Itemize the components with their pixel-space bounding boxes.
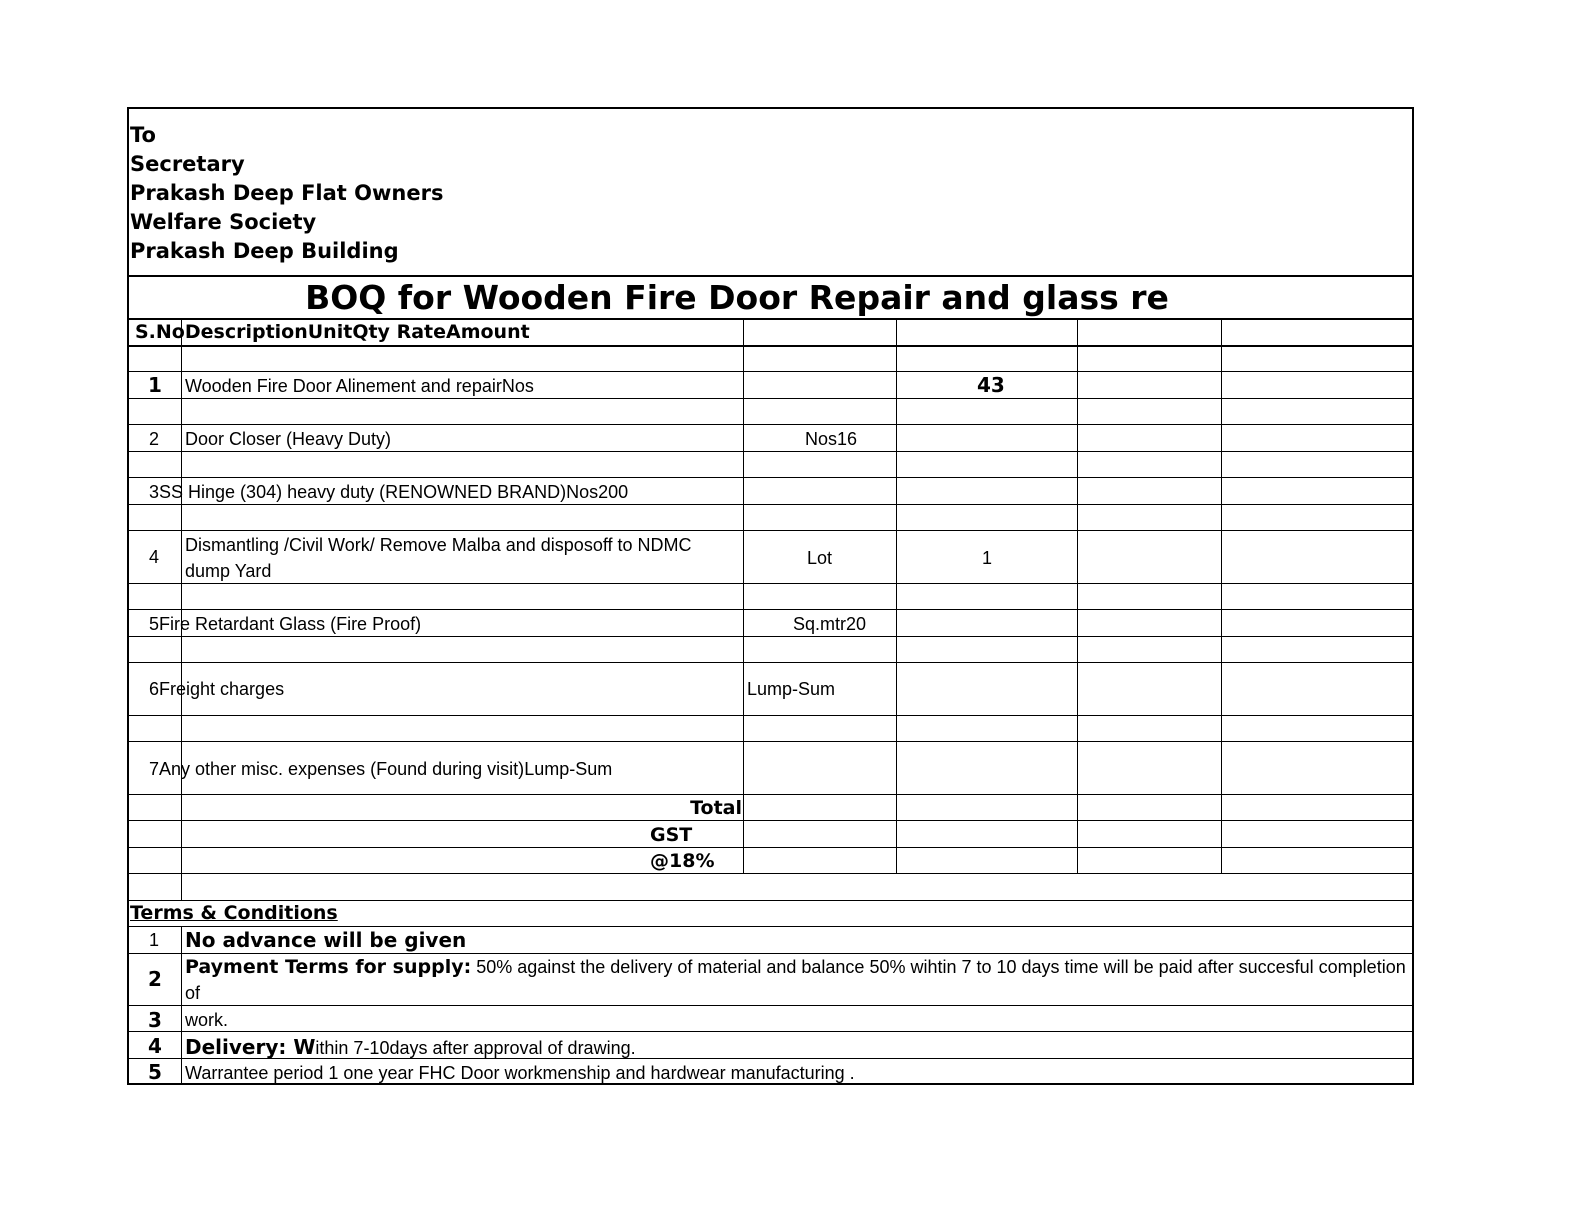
term-2-text-line2: of (185, 983, 201, 1003)
item-5-line (149, 613, 421, 635)
term-1-text: No advance will be given (185, 928, 467, 952)
address-line-building: Prakash Deep Building (130, 239, 399, 263)
item-2-description: Door Closer (Heavy Duty) (185, 429, 392, 449)
header-unit: Unit (307, 321, 353, 343)
gst-rate-label: @18% (650, 850, 715, 872)
item-2-qty: 16 (837, 429, 858, 449)
item-4-unit: Lot (807, 548, 833, 568)
page-title (129, 277, 1205, 319)
table-header (135, 321, 530, 343)
total-label: Total (690, 797, 742, 819)
item-5-unit-qty (793, 613, 866, 635)
term-5-text: Warrantee period 1 one year FHC Door workmenship and hardwear manufacturing . (185, 1063, 855, 1083)
terms-heading: Terms & Conditions (130, 902, 338, 924)
item-3-qty: 200 (598, 482, 629, 502)
grid-column-line (1221, 318, 1222, 874)
term-2-no: 2 (148, 967, 162, 991)
term-4-text (185, 1036, 636, 1060)
item-1-sno: 1 (148, 373, 162, 397)
address-line-secretary: Secretary (130, 152, 245, 176)
term-3-no: 3 (148, 1008, 162, 1032)
grid-line (127, 926, 1414, 927)
header-qty: Qty (352, 321, 390, 343)
term-4-no: 4 (148, 1034, 162, 1058)
header-amount: Amount (445, 321, 530, 343)
item-6-sno: 6 (149, 679, 160, 699)
item-4-qty: 1 (982, 548, 993, 568)
item-5-unit: Sq.mtr (793, 614, 847, 634)
grid-line (127, 1031, 1414, 1032)
item-5-description: Fire Retardant Glass (Fire Proof) (159, 614, 422, 634)
item-4-description-line1: Dismantling /Civil Work/ Remove Malba and disposoff to NDMC (185, 535, 692, 555)
grid-line (127, 953, 1414, 954)
term-4-body: ithin 7-10days after approval of drawing. (315, 1038, 636, 1058)
grid-line (127, 900, 1414, 901)
page-title-text: BOQ for Wooden Fire Door Repair and glass re (305, 278, 1169, 317)
item-3-sno: 3 (149, 482, 160, 502)
item-5-qty: 20 (846, 614, 867, 634)
address-line-society-1: Prakash Deep Flat Owners (130, 181, 444, 205)
header-sno: S.No (135, 321, 185, 343)
item-4-sno: 4 (148, 547, 159, 567)
term-2-text (185, 956, 1406, 979)
item-6-unit: Lump-Sum (747, 679, 836, 699)
item-6-description: Freight charges (159, 679, 285, 699)
grid-column-line (1077, 318, 1078, 874)
item-6-line (149, 678, 284, 700)
item-3-line (149, 481, 628, 503)
grid-column-line (181, 318, 182, 901)
grid-column-line (181, 926, 182, 1085)
term-5-no: 5 (148, 1060, 162, 1084)
item-5-sno: 5 (149, 614, 160, 634)
item-7-description: Any other misc. expenses (Found during visit) (159, 759, 525, 779)
item-2-unit: Nos (805, 429, 838, 449)
term-3-text: work. (185, 1010, 229, 1030)
grid-column-line (743, 318, 744, 874)
item-1-qty: 43 (977, 373, 1005, 397)
item-7-unit: Lump-Sum (524, 759, 613, 779)
item-2-sno: 2 (148, 429, 159, 449)
item-3-description: SS Hinge (304) heavy duty (RENOWNED BRAND) (159, 482, 567, 502)
item-7-sno: 7 (149, 759, 160, 779)
item-1-unit: Nos (501, 376, 534, 396)
item-1-description: Wooden Fire Door Alinement and repairNos (185, 376, 534, 396)
grid-line (127, 1005, 1414, 1006)
term-2-bold: Payment Terms for supply: (185, 956, 472, 978)
gst-label: GST (650, 824, 693, 846)
term-2-body: 50% against the delivery of material and balance 50% wihtin 7 to 10 days time will be paid after succesful completion (471, 957, 1406, 977)
header-rate: Rate (396, 321, 446, 343)
grid-column-line (896, 318, 897, 874)
item-3-unit: Nos (566, 482, 599, 502)
term-1-no: 1 (148, 930, 159, 950)
header-description: Description (184, 321, 308, 343)
item-4-description-line2: dump Yard (185, 561, 272, 581)
address-line-to: To (130, 123, 156, 147)
address-line-society-2: Welfare Society (130, 210, 317, 234)
term-4-bold: Delivery: W (185, 1035, 316, 1059)
item-2-unit-qty (805, 428, 857, 450)
item-7-line (149, 758, 612, 780)
